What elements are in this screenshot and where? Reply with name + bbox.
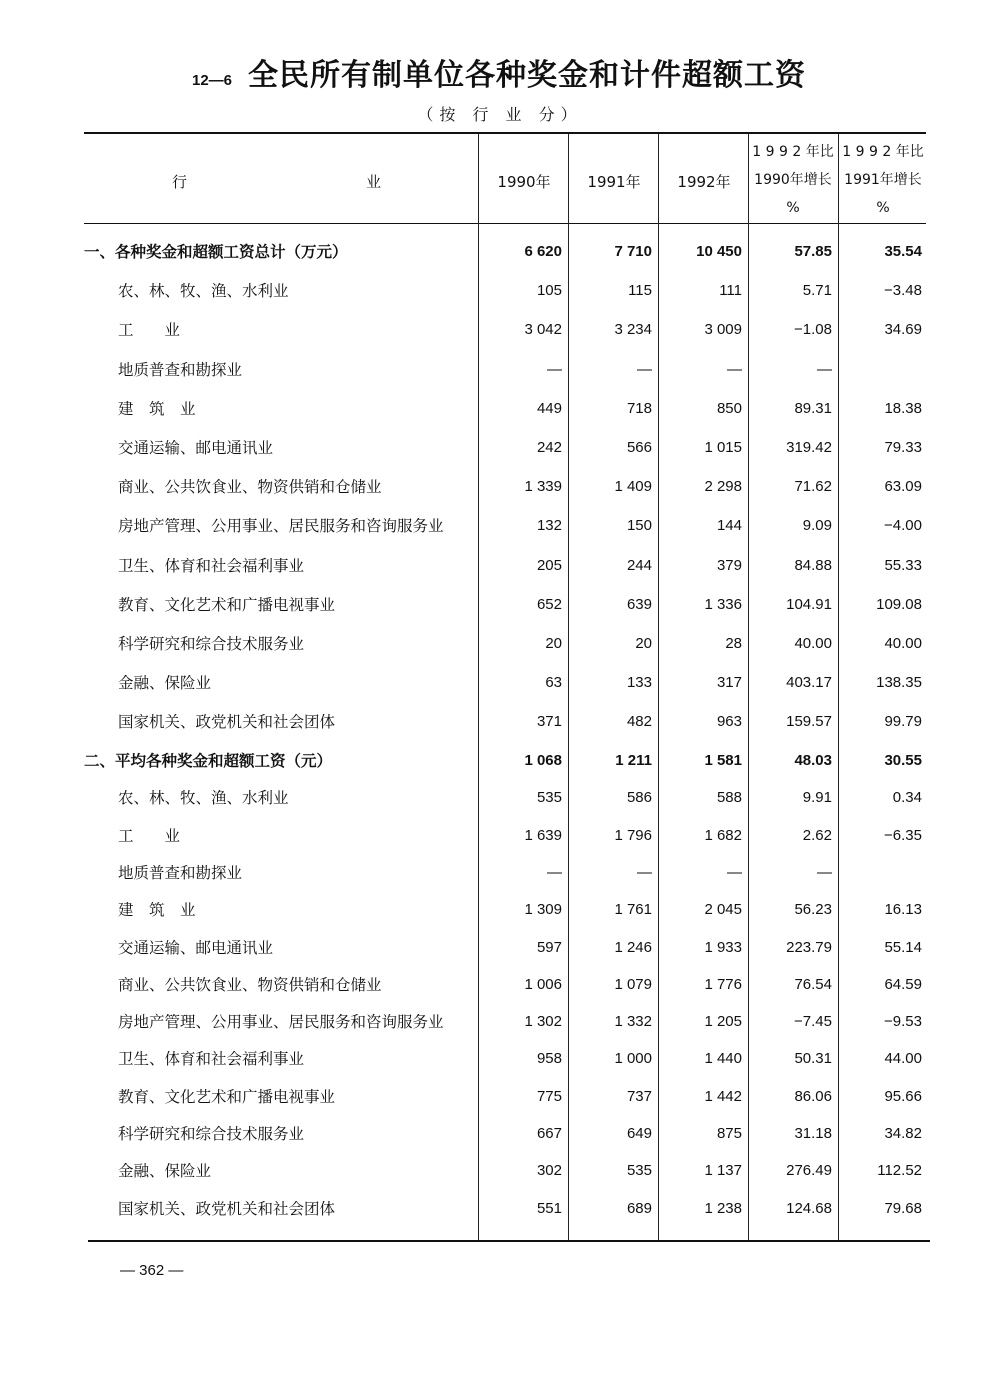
value-1991: 1 409 xyxy=(614,478,652,496)
row-label: 科学研究和综合技术服务业 xyxy=(118,1125,305,1143)
value-1992: 1 238 xyxy=(704,1199,742,1217)
header-growth-vs-1991-unit: % xyxy=(876,200,890,216)
growth-vs-1990: 9.91 xyxy=(802,789,832,807)
table-top-rule xyxy=(84,132,926,134)
page-title: 全民所有制单位各种奖金和计件超额工资 xyxy=(248,58,806,93)
table-row xyxy=(84,549,924,583)
table-row xyxy=(84,274,924,308)
growth-vs-1991: 34.82 xyxy=(884,1125,922,1142)
value-1991: 1 246 xyxy=(614,938,652,956)
row-label: 教育、文化艺术和广播电视事业 xyxy=(118,1087,336,1106)
row-label: 房地产管理、公用事业、居民服务和咨询服务业 xyxy=(118,1013,444,1032)
value-1992: 850 xyxy=(716,399,742,417)
header-bottom-rule xyxy=(84,223,926,224)
header-growth-vs-1990-line1: 1 9 9 2 年比 xyxy=(752,144,834,160)
row-label: 建 筑 业 xyxy=(118,901,196,920)
value-1990: 775 xyxy=(536,1087,562,1105)
value-1990: 105 xyxy=(536,282,562,300)
growth-vs-1990: 31.18 xyxy=(794,1125,832,1142)
table-row xyxy=(84,819,924,853)
value-1992: 1 440 xyxy=(704,1050,742,1068)
section-row xyxy=(84,235,924,269)
header-1990: 1990年 xyxy=(497,173,551,191)
value-1991: 133 xyxy=(626,674,652,692)
value-1991: 649 xyxy=(626,1125,652,1142)
value-1992: 1 205 xyxy=(704,1013,742,1031)
value-1991: 1 332 xyxy=(614,1013,652,1031)
table-row xyxy=(84,627,924,661)
table-row xyxy=(84,470,924,504)
value-1990: 449 xyxy=(536,399,562,417)
header-growth-vs-1991-line1: 1 9 9 2 年比 xyxy=(842,144,924,160)
header-industry-char-1: 行 xyxy=(172,173,188,191)
row-label: 农、林、牧、渔、水利业 xyxy=(118,282,289,301)
header-1991: 1991年 xyxy=(587,173,641,191)
growth-vs-1990: — xyxy=(817,863,832,881)
value-1990: 667 xyxy=(536,1125,562,1142)
value-1991: 639 xyxy=(626,595,652,613)
value-1990: 20 xyxy=(545,635,562,652)
table-row xyxy=(84,1042,924,1076)
value-1991: — xyxy=(637,863,652,881)
header-growth-vs-1991-line2: 1991年增长 xyxy=(844,172,922,188)
value-1992: 379 xyxy=(716,556,742,574)
value-1991: 689 xyxy=(626,1199,652,1217)
growth-vs-1990: 84.88 xyxy=(794,556,832,574)
row-label: 建 筑 业 xyxy=(118,399,196,418)
growth-vs-1991: 109.08 xyxy=(876,595,922,613)
table-row xyxy=(84,1117,924,1151)
growth-vs-1990: 56.23 xyxy=(794,901,832,919)
value-1991: 3 234 xyxy=(614,321,652,339)
value-1991: 244 xyxy=(626,556,652,574)
value-1991: 1 000 xyxy=(614,1050,652,1068)
value-1991: 1 796 xyxy=(614,826,652,844)
value-1992: 588 xyxy=(716,789,742,807)
growth-vs-1991: 112.52 xyxy=(877,1162,922,1180)
value-1992: 10 450 xyxy=(696,243,742,260)
value-1990: 551 xyxy=(536,1199,562,1217)
growth-vs-1990: 104.91 xyxy=(786,595,832,613)
growth-vs-1990: 89.31 xyxy=(794,399,832,417)
section-label: 二、平均各种奖金和超额工资（元） xyxy=(84,752,333,770)
growth-vs-1990: 5.71 xyxy=(802,282,832,300)
value-1992: 2 298 xyxy=(704,478,742,496)
value-1992: 1 682 xyxy=(704,826,742,844)
growth-vs-1990: −1.08 xyxy=(794,321,832,339)
table-row xyxy=(84,781,924,815)
value-1990: 6 620 xyxy=(524,243,562,260)
growth-vs-1991: 55.14 xyxy=(884,938,922,956)
table-row xyxy=(84,1154,924,1188)
growth-vs-1991: 30.55 xyxy=(884,752,922,769)
growth-vs-1990: 124.68 xyxy=(786,1199,832,1217)
value-1992: — xyxy=(727,360,742,378)
value-1990: 205 xyxy=(536,556,562,574)
row-label: 科学研究和综合技术服务业 xyxy=(118,635,305,653)
value-1990: 1 068 xyxy=(524,752,562,769)
value-1990: 652 xyxy=(536,595,562,613)
table-row xyxy=(84,893,924,927)
row-label: 地质普查和勘探业 xyxy=(118,863,243,882)
value-1992: 2 045 xyxy=(704,901,742,919)
table-row xyxy=(84,509,924,543)
header-growth-vs-1990-line2: 1990年增长 xyxy=(754,172,832,188)
table-bottom-rule xyxy=(88,1240,930,1242)
growth-vs-1990: 403.17 xyxy=(786,674,832,692)
value-1990: 132 xyxy=(536,517,562,535)
value-1990: 1 302 xyxy=(524,1013,562,1031)
value-1991: 115 xyxy=(628,282,652,300)
header-growth-vs-1991 xyxy=(839,138,927,222)
growth-vs-1991: −9.53 xyxy=(884,1013,922,1031)
growth-vs-1991: 35.54 xyxy=(884,243,922,260)
value-1992: 111 xyxy=(719,282,742,300)
value-1991: — xyxy=(637,360,652,378)
value-1991: 566 xyxy=(626,439,652,456)
growth-vs-1990: 276.49 xyxy=(786,1162,832,1180)
value-1991: 586 xyxy=(626,789,652,807)
header-industry xyxy=(84,168,476,196)
growth-vs-1990: 223.79 xyxy=(786,938,832,956)
growth-vs-1991: 64.59 xyxy=(884,975,922,993)
row-label: 金融、保险业 xyxy=(118,674,212,693)
value-1990: 63 xyxy=(545,674,562,692)
row-label: 房地产管理、公用事业、居民服务和咨询服务业 xyxy=(118,517,444,536)
row-label: 金融、保险业 xyxy=(118,1162,212,1181)
table-row xyxy=(84,1192,924,1226)
header-1992: 1992年 xyxy=(677,173,731,191)
table-row xyxy=(84,856,924,890)
value-1990: 371 xyxy=(536,713,562,731)
growth-vs-1990: 50.31 xyxy=(794,1050,832,1068)
value-1990: 597 xyxy=(536,938,562,956)
table-row xyxy=(84,705,924,739)
growth-vs-1991: 79.33 xyxy=(884,439,922,456)
value-1991: 20 xyxy=(635,635,652,652)
section-label: 一、各种奖金和超额工资总计（万元） xyxy=(84,243,348,261)
value-1992: 144 xyxy=(716,517,742,535)
value-1991: 1 761 xyxy=(614,901,652,919)
value-1991: 482 xyxy=(626,713,652,731)
row-label: 交通运输、邮电通讯业 xyxy=(118,439,274,457)
value-1991: 737 xyxy=(626,1087,652,1105)
growth-vs-1990: −7.45 xyxy=(794,1013,832,1031)
table-row xyxy=(84,313,924,347)
value-1991: 7 710 xyxy=(614,243,652,260)
value-1992: 28 xyxy=(725,635,742,652)
table-row xyxy=(84,392,924,426)
growth-vs-1991: 16.13 xyxy=(884,901,922,919)
value-1990: 1 309 xyxy=(524,901,562,919)
growth-vs-1991: 138.35 xyxy=(876,674,922,692)
value-1992: 1 137 xyxy=(704,1162,742,1180)
value-1991: 535 xyxy=(626,1162,652,1180)
growth-vs-1990: 86.06 xyxy=(794,1087,832,1105)
growth-vs-1990: — xyxy=(817,360,832,378)
growth-vs-1990: 159.57 xyxy=(786,713,832,731)
table-row xyxy=(84,931,924,965)
section-row xyxy=(84,744,924,778)
value-1990: 1 639 xyxy=(524,826,562,844)
table-row xyxy=(84,1080,924,1114)
growth-vs-1991: 18.38 xyxy=(884,399,922,417)
row-label: 卫生、体育和社会福利事业 xyxy=(118,556,305,575)
value-1990: 3 042 xyxy=(524,321,562,339)
value-1990: 1 006 xyxy=(524,975,562,993)
value-1992: 1 015 xyxy=(704,439,742,456)
value-1990: 1 339 xyxy=(524,478,562,496)
value-1990: — xyxy=(547,360,562,378)
value-1992: 1 581 xyxy=(704,752,742,769)
value-1990: — xyxy=(547,863,562,881)
row-label: 教育、文化艺术和广播电视事业 xyxy=(118,595,336,614)
row-label: 交通运输、邮电通讯业 xyxy=(118,938,274,957)
growth-vs-1991: 79.68 xyxy=(884,1199,922,1217)
value-1992: 1 933 xyxy=(704,938,742,956)
value-1990: 958 xyxy=(536,1050,562,1068)
row-label: 工 业 xyxy=(118,826,181,845)
growth-vs-1990: 76.54 xyxy=(794,975,832,993)
growth-vs-1991: 34.69 xyxy=(884,321,922,339)
header-industry-char-2: 业 xyxy=(366,173,382,191)
row-label: 工 业 xyxy=(118,321,181,340)
table-number: 12—6 xyxy=(192,72,233,89)
row-label: 商业、公共饮食业、物资供销和仓储业 xyxy=(118,478,382,497)
table-row xyxy=(84,588,924,622)
table-row xyxy=(84,666,924,700)
value-1991: 718 xyxy=(626,399,652,417)
value-1991: 1 211 xyxy=(615,752,652,769)
value-1991: 1 079 xyxy=(614,975,652,993)
table-row xyxy=(84,968,924,1002)
growth-vs-1990: 9.09 xyxy=(802,517,832,535)
value-1990: 302 xyxy=(536,1162,562,1180)
value-1992: 963 xyxy=(716,713,742,731)
table-row xyxy=(84,431,924,465)
growth-vs-1991: 63.09 xyxy=(884,478,922,496)
value-1992: 875 xyxy=(716,1125,742,1142)
growth-vs-1991: 0.34 xyxy=(892,789,922,807)
value-1992: 1 442 xyxy=(704,1087,742,1105)
value-1992: — xyxy=(727,863,742,881)
value-1992: 3 009 xyxy=(704,321,742,339)
growth-vs-1991: −6.35 xyxy=(884,826,922,844)
row-label: 地质普查和勘探业 xyxy=(118,360,243,379)
growth-vs-1991: 44.00 xyxy=(884,1050,922,1068)
growth-vs-1991: 99.79 xyxy=(884,713,922,731)
value-1992: 1 776 xyxy=(704,975,742,993)
growth-vs-1991: −3.48 xyxy=(884,282,922,300)
page-number: — 362 — xyxy=(120,1262,184,1279)
value-1992: 1 336 xyxy=(704,595,742,613)
value-1990: 242 xyxy=(536,439,562,456)
table-row xyxy=(84,353,924,387)
page-subtitle: （按 行 业 分） xyxy=(417,105,583,124)
growth-vs-1990: 2.62 xyxy=(802,826,832,844)
row-label: 国家机关、政党机关和社会团体 xyxy=(118,713,336,732)
value-1990: 535 xyxy=(536,789,562,807)
header-growth-vs-1990-unit: % xyxy=(786,200,800,216)
value-1991: 150 xyxy=(626,517,652,535)
growth-vs-1990: 48.03 xyxy=(794,752,832,769)
title-row xyxy=(0,50,1000,98)
header-growth-vs-1990 xyxy=(749,138,837,222)
growth-vs-1990: 319.42 xyxy=(786,439,832,456)
growth-vs-1990: 40.00 xyxy=(794,635,832,652)
row-label: 国家机关、政党机关和社会团体 xyxy=(118,1199,336,1218)
growth-vs-1991: 95.66 xyxy=(884,1087,922,1105)
growth-vs-1991: −4.00 xyxy=(884,517,922,535)
value-1992: 317 xyxy=(716,674,742,692)
row-label: 卫生、体育和社会福利事业 xyxy=(118,1050,305,1069)
row-label: 农、林、牧、渔、水利业 xyxy=(118,789,289,808)
growth-vs-1990: 71.62 xyxy=(794,478,832,496)
growth-vs-1990: 57.85 xyxy=(794,243,832,260)
row-label: 商业、公共饮食业、物资供销和仓储业 xyxy=(118,975,382,994)
growth-vs-1991: 55.33 xyxy=(884,556,922,574)
growth-vs-1991: 40.00 xyxy=(884,635,922,652)
table-row xyxy=(84,1005,924,1039)
